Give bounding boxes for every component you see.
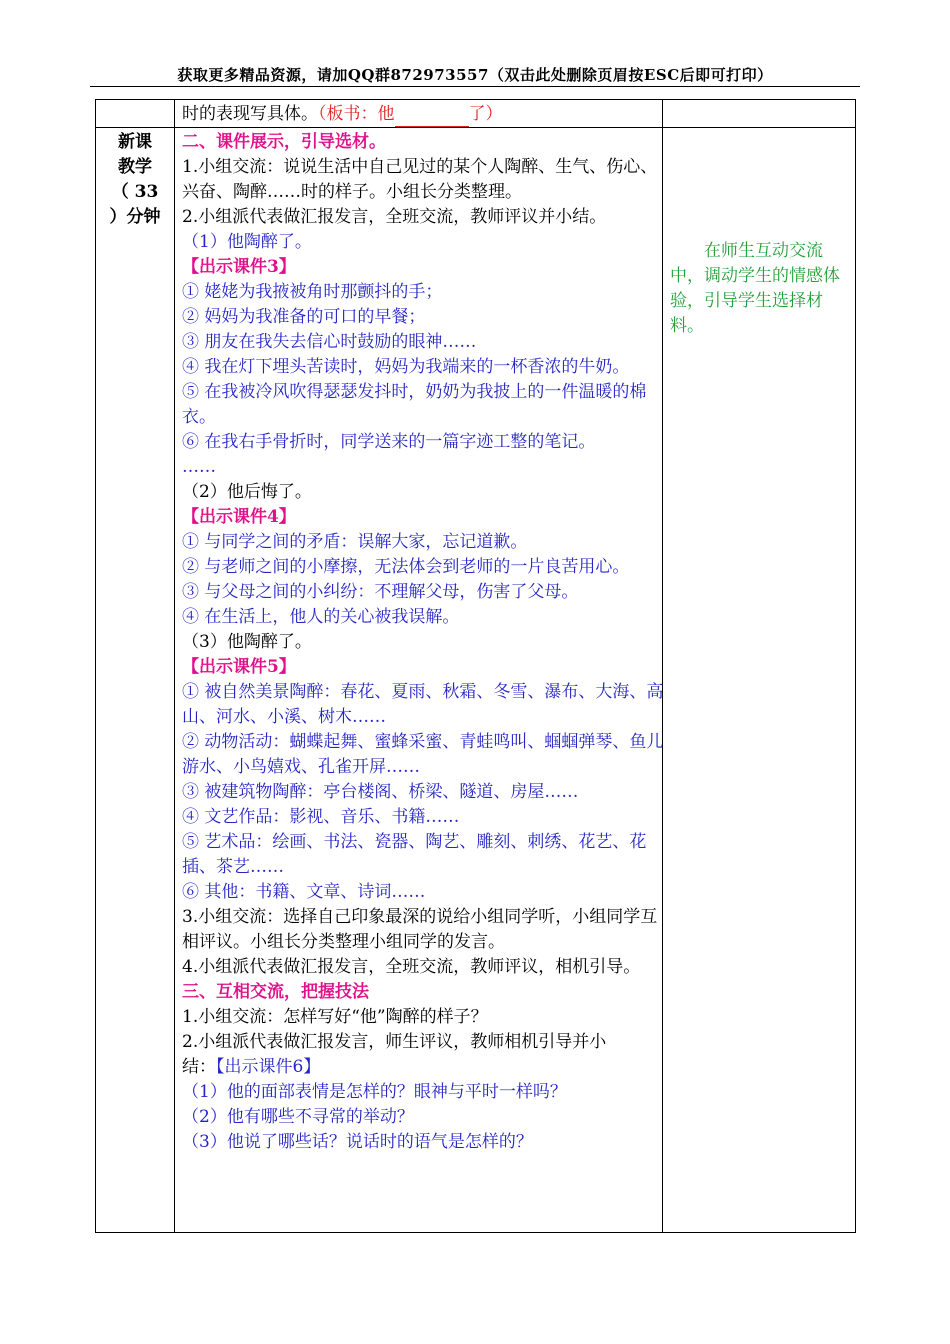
list-item: ⑤ 在我被冷风吹得瑟瑟发抖时，奶奶为我披上的一件温暖的棉衣。	[182, 382, 647, 427]
section-3-step-1: 1.小组交流：怎样写好“他”陶醉的样子？	[182, 1007, 488, 1027]
section-label	[96, 130, 174, 230]
section-3-step-2-cont	[182, 1055, 666, 1080]
board-suffix: 了）	[468, 104, 503, 124]
list-item: ③ 朋友在我失去信心时鼓励的眼神……	[182, 332, 477, 352]
list-item: ⑥ 在我右手骨折时，同学送来的一篇字迹工整的笔记。	[182, 432, 596, 452]
sub-heading-1: （1）他陶醉了。	[182, 232, 312, 252]
question-item: （2）他有哪些不寻常的举动？	[182, 1107, 414, 1127]
list-item: ④ 文艺作品：影视、音乐、书籍……	[182, 807, 460, 827]
board-blank	[395, 109, 469, 127]
section-3-step-2: 2.小组派代表做汇报发言，师生评议，教师相机引导并小	[182, 1032, 607, 1052]
question-item: （3）他说了哪些话？说话时的语气是怎样的？	[182, 1132, 533, 1152]
section-label-line: 新课	[118, 132, 152, 152]
show-slide-3: 【出示课件3】	[182, 257, 296, 277]
list-item: ④ 在生活上，他人的关心被我误解。	[182, 607, 460, 627]
step-1: 1.小组交流：说说生活中自己见过的某个人陶醉、生气、伤心、兴奋、陶醉……时的样子。小组长分类整理。	[182, 157, 658, 202]
show-slide-5: 【出示课件5】	[182, 657, 296, 677]
list-item: ④ 我在灯下埋头苦读时，妈妈为我端来的一杯香浓的牛奶。	[182, 357, 630, 377]
sub-heading-2: （2）他后悔了。	[182, 482, 312, 502]
show-slide-6: 【出示课件6】	[216, 1057, 321, 1077]
header-rule	[90, 86, 860, 87]
list-item: ③ 被建筑物陶醉：亭台楼阁、桥梁、隧道、房屋……	[182, 782, 579, 802]
show-slide-4: 【出示课件4】	[182, 507, 296, 527]
step-2: 2.小组派代表做汇报发言，全班交流，教师评议并小结。	[182, 207, 607, 227]
section-label-line: ）分钟	[109, 207, 161, 227]
list-item: ② 与老师之间的小摩擦，无法体会到老师的一片良苦用心。	[182, 557, 630, 577]
list-item: ① 被自然美景陶醉：春花、夏雨、秋霜、冬雪、瀑布、大海、高山、河水、小溪、树木……	[182, 682, 664, 727]
section-3-step-2-tail: 结：	[182, 1057, 216, 1077]
heading-section-3: 三、互相交流，把握技法	[182, 982, 369, 1002]
question-item: （1）他的面部表情是怎样的？眼神与平时一样吗？	[182, 1082, 567, 1102]
list-item: ③ 与父母之间的小纠纷：不理解父母，伤害了父母。	[182, 582, 579, 602]
heading-section-2: 二、课件展示，引导选材。	[182, 132, 386, 152]
lesson-plan-table	[95, 99, 856, 1233]
top-row-text	[182, 102, 503, 127]
list-item: ② 妈妈为我准备的可口的早餐；	[182, 307, 426, 327]
row-divider	[96, 127, 855, 128]
main-content	[182, 130, 666, 1155]
board-prefix: （板书：他	[318, 104, 395, 124]
top-row-black: 时的表现写具体。	[182, 104, 318, 124]
column-divider-1	[174, 100, 175, 1232]
list-item: ① 姥姥为我掖被角时那颤抖的手；	[182, 282, 443, 302]
step-3: 3.小组交流：选择自己印象最深的说给小组同学听，小组同学互相评议。小组长分类整理小组同学的发言。	[182, 907, 658, 952]
section-label-line: 教学	[118, 157, 152, 177]
list-item: ⑤ 艺术品：绘画、书法、瓷器、陶艺、雕刻、刺绣、花艺、花插、茶艺……	[182, 832, 647, 877]
section-label-line: （ 33	[111, 182, 159, 202]
list-item: ① 与同学之间的矛盾：误解大家，忘记道歉。	[182, 532, 528, 552]
list-item: ⑥ 其他：书籍、文章、诗词……	[182, 882, 426, 902]
list-item: ② 动物活动：蝴蝶起舞、蜜蜂采蜜、青蛙鸣叫、蝈蝈弹琴、鱼儿游水、小鸟嬉戏、孔雀开屏……	[182, 732, 664, 777]
side-note: 在师生互动交流中，调动学生的情感体验，引导学生选择材料。	[670, 241, 840, 336]
page-header: 获取更多精品资源，请加QQ群872973557（双击此处删除页眉按ESC后即可打印）	[177, 66, 773, 84]
sub-heading-3: （3）他陶醉了。	[182, 632, 312, 652]
step-4: 4.小组派代表做汇报发言，全班交流，教师评议，相机引导。	[182, 957, 641, 977]
list-item: ……	[182, 457, 216, 477]
